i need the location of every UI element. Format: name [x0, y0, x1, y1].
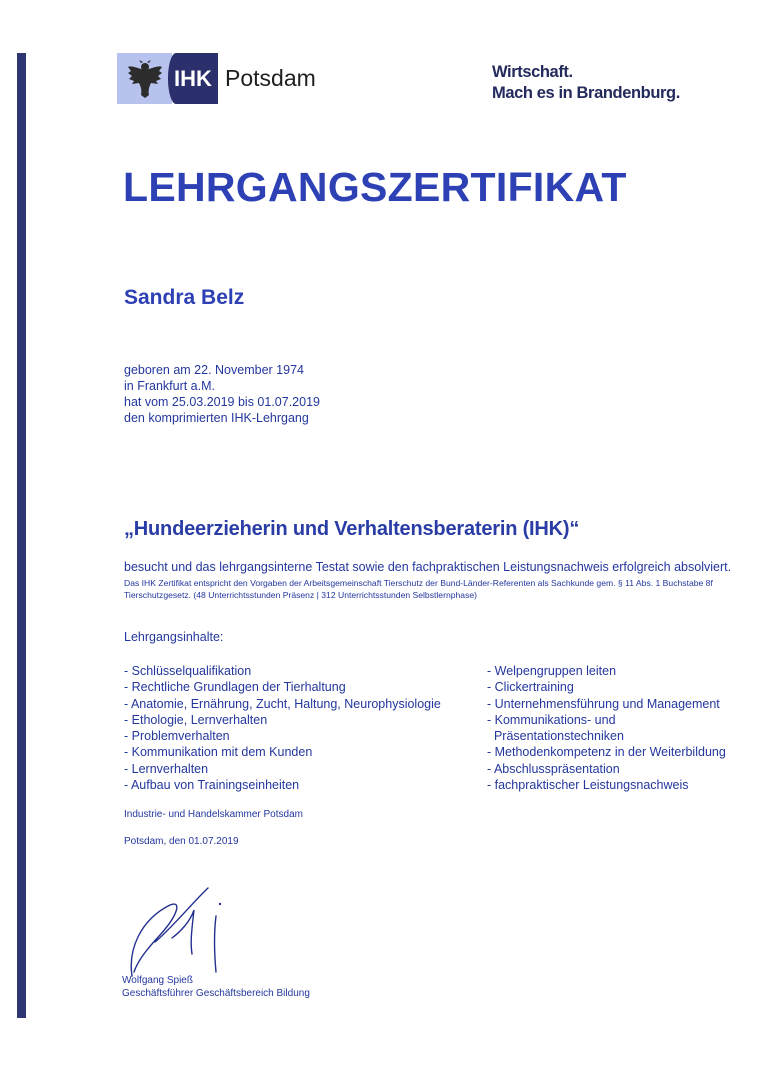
list-item: - Schlüsselqualifikation — [124, 664, 252, 678]
list-item: - Ethologie, Lernverhalten — [124, 712, 268, 727]
completion-statement: besucht und das lehrgangsinterne Testat sowie den fachpraktischen Leistungsnachweis erfolgreich absolviert. — [124, 560, 732, 574]
list-item: - Methodenkompetenz in der Weiterbildung — [487, 745, 726, 760]
legal-note — [124, 577, 724, 601]
contents-list-left — [124, 663, 441, 793]
list-item: - Lernverhalten — [124, 761, 209, 776]
contents-label: Lehrgangsinhalte: — [124, 630, 224, 644]
logo-ihk-text: IHK — [168, 53, 218, 104]
info-period: hat vom 25.03.2019 bis 01.07.2019 — [124, 395, 320, 409]
list-item: Präsentationstechniken — [487, 729, 624, 744]
certificate-title: LEHRGANGSZERTIFIKAT — [123, 164, 627, 210]
logo-city: Potsdam — [225, 65, 316, 91]
list-item: - Welpengruppen leiten — [487, 664, 617, 678]
list-item: - Rechtliche Grundlagen der Tierhaltung — [124, 680, 346, 695]
list-item: - Anatomie, Ernährung, Zucht, Haltung, Neurophysiologie — [124, 696, 441, 711]
info-birthdate: geboren am 22. November 1974 — [124, 363, 304, 377]
signer-name: Wolfgang Spieß — [122, 975, 193, 986]
slogan — [492, 62, 680, 104]
issuing-chamber: Industrie- und Handelskammer Potsdam — [124, 809, 303, 820]
list-item: - Kommunikation mit dem Kunden — [124, 745, 313, 760]
legal-note-line-2: Tierschutzgesetz. (48 Unterrichtsstunden Präsenz | 312 Unterrichtsstunden Selbstlernphase) — [124, 590, 478, 600]
list-item: - Problemverhalten — [124, 729, 230, 744]
list-item: - fachpraktischer Leistungsnachweis — [487, 778, 689, 793]
list-item: - Clickertraining — [487, 680, 574, 695]
course-name: „Hundeerzieherin und Verhaltensberaterin (IHK)“ — [124, 518, 580, 540]
place-date: Potsdam, den 01.07.2019 — [124, 836, 239, 847]
ihk-potsdam-logo — [117, 53, 316, 104]
recipient-name: Sandra Belz — [124, 286, 245, 309]
list-item: - Unternehmensführung und Management — [487, 696, 720, 711]
eagle-icon — [117, 53, 172, 104]
signature-image — [110, 880, 250, 980]
legal-note-line-1: Das IHK Zertifikat entspricht den Vorgaben der Arbeitsgemeinschaft Tierschutz der Bund-Länder-Referenten als Sachkunde gem. § 11 Abs. 1 Buchstabe 8f — [124, 578, 713, 588]
list-item: - Aufbau von Trainingseinheiten — [124, 778, 300, 793]
slogan-line-1: Wirtschaft. — [492, 63, 573, 81]
info-birthplace: in Frankfurt a.M. — [124, 379, 215, 393]
signer-role: Geschäftsführer Geschäftsbereich Bildung — [122, 988, 310, 999]
list-item: - Kommunikations- und — [487, 712, 616, 727]
list-item: - Abschlusspräsentation — [487, 761, 620, 776]
info-course-type: den komprimierten IHK-Lehrgang — [124, 411, 309, 425]
contents-list-right — [487, 663, 726, 793]
recipient-info — [124, 362, 320, 426]
signer — [122, 974, 310, 1000]
side-bar-decoration — [17, 53, 26, 1018]
slogan-line-2: Mach es in Brandenburg. — [492, 84, 680, 102]
